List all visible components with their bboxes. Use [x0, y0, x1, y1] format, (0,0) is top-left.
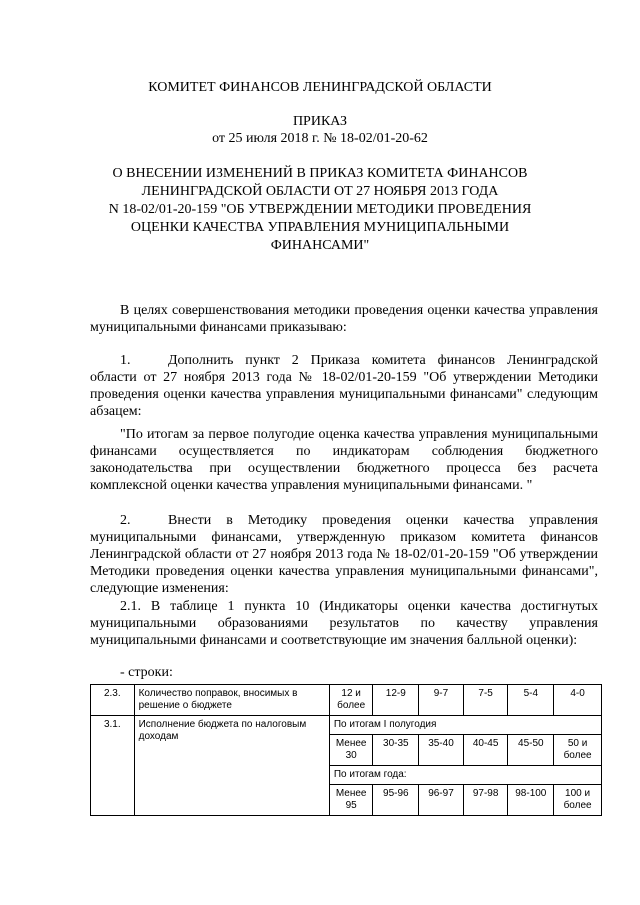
value-cell: 35-40 [419, 735, 464, 766]
value-cell: 40-45 [463, 735, 508, 766]
item-2-1-text: 2.1. В таблице 1 пункта 10 (Индикаторы оценки качества достигнутых муниципальными образованиями результатов по качеству управления муниципальными финансами и соответствующие им значения балльной оценки): [90, 599, 598, 648]
indicator-name: Количество поправок, вносимых в решение о бюджете [134, 685, 329, 716]
value-cell: 50 и более [554, 735, 602, 766]
item-1-text: Дополнить пункт 2 Приказа комитета финансов Ленинградской области от 27 ноября 2013 года № 18-02/01-20-159 "Об утверждении Методики проведения оценки качества управления муниципальными финансами" следующим абзацем: [90, 353, 598, 419]
period-header: По итогам I полугодия [329, 716, 601, 735]
doc-type: ПРИКАЗ [292, 114, 348, 129]
value-cell: 97-98 [463, 785, 508, 816]
order-title-line-5: ФИНАНСАМИ" [270, 238, 370, 253]
item-1-paragraph [90, 352, 598, 420]
rows-label [90, 664, 598, 681]
order-title-line-2: ЛЕНИНГРАДСКОЙ ОБЛАСТИ ОТ 27 НОЯБРЯ 2013 ГОДА [141, 184, 499, 199]
value-cell: 9-7 [419, 685, 464, 716]
value-cell: 30-35 [373, 735, 419, 766]
value-cell: 12 и более [329, 685, 373, 716]
value-cell: 4-0 [554, 685, 602, 716]
period-header: По итогам года: [329, 766, 601, 785]
value-cell: 45-50 [508, 735, 554, 766]
quote-text: "По итогам за первое полугодие оценка качества управления муниципальными финансами осуществляется по индикаторам соблюдения бюджетного законодательства при осуществлении бюджетного процесса без расчета комплексной оценки качества управления муниципальными финансами. " [90, 427, 598, 493]
item-2-paragraph [90, 512, 598, 597]
item-2-number: 2. [120, 513, 131, 528]
value-cell: Менее 30 [329, 735, 373, 766]
value-cell: 100 и более [554, 785, 602, 816]
table-row [91, 716, 602, 735]
rows-label-text: - строки: [120, 665, 173, 680]
order-title-line-4: ОЦЕНКИ КАЧЕСТВА УПРАВЛЕНИЯ МУНИЦИПАЛЬНЫМИ [130, 220, 510, 235]
item-2-text: Внести в Методику проведения оценки качества управления муниципальными финансами, утвержденную приказом комитета финансов Ленинградской области от 27 ноября 2013 года № 18-02/01-20-159 "Об утверждении Методики проведения оценки качества управления муниципальными финансами", следующие изменения: [90, 513, 598, 596]
item-1-number: 1. [120, 353, 131, 368]
order-date-number: от 25 июля 2018 г. № 18-02/01-20-62 [212, 131, 428, 146]
indicator-name: Исполнение бюджета по налоговым доходам [134, 716, 329, 816]
value-cell: 5-4 [508, 685, 554, 716]
value-cell: 98-100 [508, 785, 554, 816]
table-row [91, 685, 602, 716]
value-cell: 7-5 [463, 685, 508, 716]
indicators-table [90, 684, 602, 816]
intro-text: В целях совершенствования методики проведения оценки качества управления муниципальными финансами приказываю: [90, 303, 598, 335]
value-cell: 96-97 [419, 785, 464, 816]
value-cell: Менее 95 [329, 785, 373, 816]
quote-paragraph [90, 426, 598, 494]
value-cell: 95-96 [373, 785, 419, 816]
row-number: 2.3. [91, 685, 135, 716]
order-title-line-1: О ВНЕСЕНИИ ИЗМЕНЕНИЙ В ПРИКАЗ КОМИТЕТА ФИНАНСОВ [112, 166, 528, 181]
committee-heading: КОМИТЕТ ФИНАНСОВ ЛЕНИНГРАДСКОЙ ОБЛАСТИ [148, 80, 492, 95]
row-number: 3.1. [91, 716, 135, 816]
intro-paragraph [90, 302, 598, 336]
item-2-1-paragraph [90, 598, 598, 649]
value-cell: 12-9 [373, 685, 419, 716]
order-title-line-3: N 18-02/01-20-159 "ОБ УТВЕРЖДЕНИИ МЕТОДИКИ ПРОВЕДЕНИЯ [108, 202, 532, 217]
